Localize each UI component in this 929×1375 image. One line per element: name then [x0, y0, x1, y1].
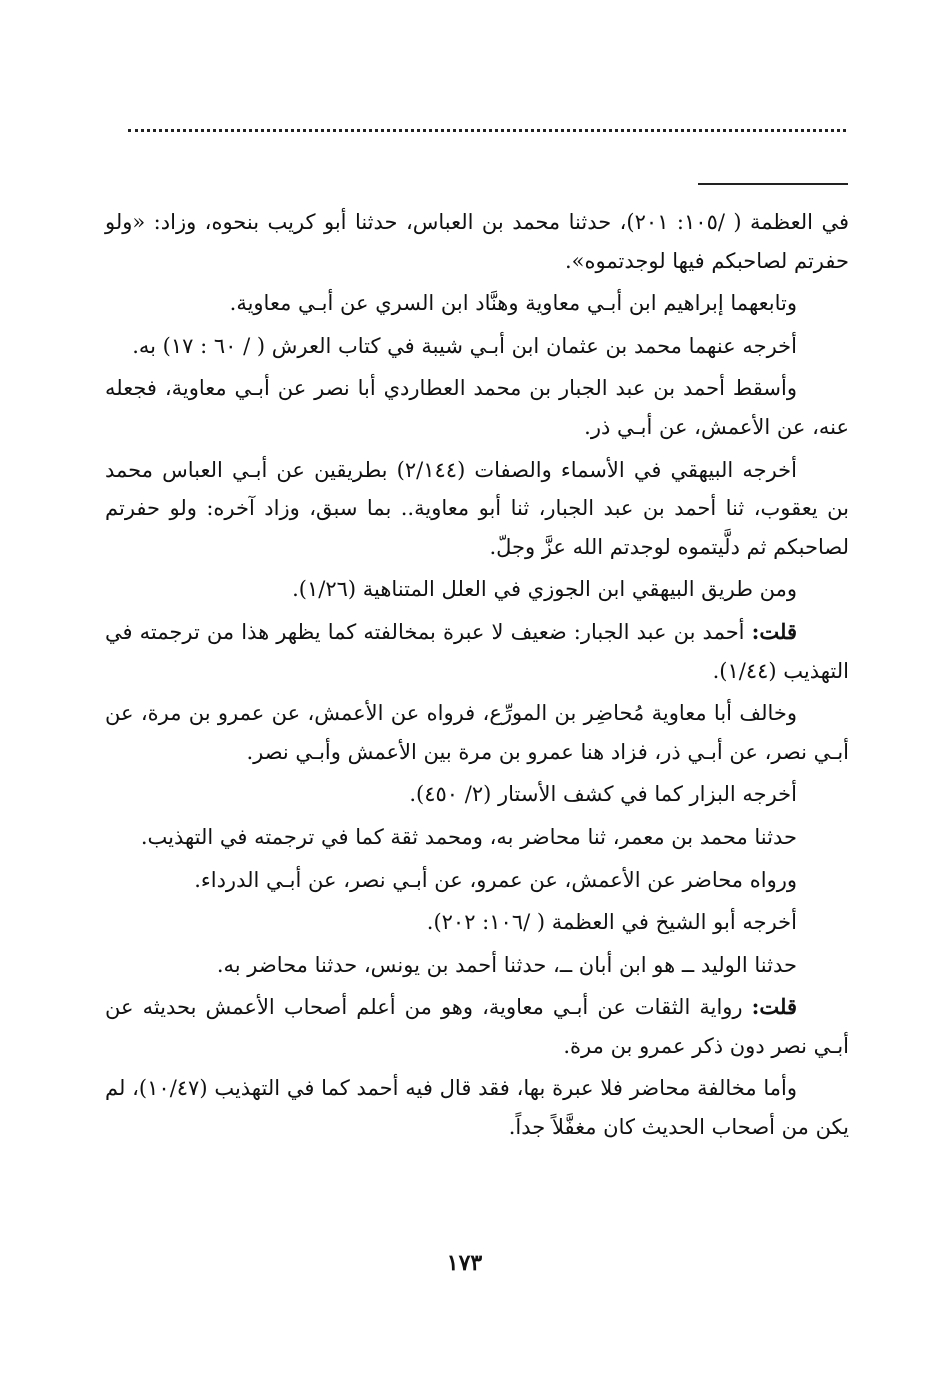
footnote-body	[105, 203, 849, 1151]
paragraph-13	[105, 946, 849, 985]
paragraph-4	[105, 369, 849, 446]
paragraph-text: حدثنا محمد بن معمر، ثنا محاضر به، ومحمد ثقة كما في ترجمته في التهذيب.	[140, 824, 797, 849]
paragraph-text: أخرجه البيهقي في الأسماء والصفات (٢/١٤٤) بطريقين عن أبـي العباس محمد بن يعقوب، ثنا أحمد بن عبد الجبار، ثنا أبو معاوية.. بما سبق، وزاد آخره: ولو حفرتم لصاحبكم ثم دلَّيتموه لوجدتم الله عزَّ وجلّ.	[105, 457, 849, 559]
paragraph-text: حدثنا الوليد ــ هو ابن أبان ــ، حدثنا أحمد بن يونس، حدثنا محاضر به.	[216, 952, 797, 977]
paragraph-6	[105, 570, 849, 609]
paragraph-11	[105, 861, 849, 900]
paragraph-text: أخرجه أبو الشيخ في العظمة ( /١٠٦: ٢٠٢).	[426, 910, 797, 935]
dotted-separator	[128, 129, 846, 132]
footnote-rule	[698, 183, 848, 185]
paragraph-lead: قلت:	[751, 618, 797, 644]
paragraph-1	[105, 203, 849, 280]
paragraph-10	[105, 818, 849, 857]
paragraph-text: وأسقط أحمد بن عبد الجبار بن محمد العطاردي أبا نصر عن أبـي معاوية، فجعله عنه، عن الأعمش، عن أبـي ذر.	[105, 376, 849, 439]
paragraph-2	[105, 284, 849, 323]
page-number: ١٧٣	[446, 1250, 483, 1276]
paragraph-15	[105, 1069, 849, 1146]
paragraph-text: في العظمة ( /١٠٥: ٢٠١)، حدثنا محمد بن العباس، حدثنا أبو كريب بنحوه، وزاد: «ولو حفرتم لصاحبكم فيها لوجدتموه».	[105, 210, 849, 273]
paragraph-text: أخرجه البزار كما في كشف الأستار (٢/ ٤٥٠).	[409, 782, 797, 807]
paragraph-5	[105, 451, 849, 567]
paragraph-9	[105, 775, 849, 814]
paragraph-text: وتابعهما إبراهيم ابن أبـي معاوية وهنَّاد ابن السري عن أبـي معاوية.	[229, 291, 797, 316]
paragraph-text: رواية الثقات عن أبـي معاوية، وهو من أعلم أصحاب الأعمش بحديثه عن أبـي نصر دون ذكر عمرو بن مرة.	[105, 995, 849, 1058]
paragraph-text: أخرجه عنهما محمد بن عثمان ابن أبـي شيبة في كتاب العرش ( / ٦٠ : ١٧) به.	[132, 333, 797, 358]
paragraph-text: ورواه محاضر عن الأعمش، عن عمرو، عن أبـي نصر، عن أبـي الدرداء.	[194, 867, 797, 892]
paragraph-text: وخالف أبا معاوية مُحاضِر بن المورِّع، فرواه عن الأعمش، عن عمرو بن مرة، عن أبـي نصر، عن أبـي ذر، فزاد هنا عمرو بن مرة بين الأعمش وأبـي نصر.	[105, 701, 849, 764]
paragraph-text: وأما مخالفة محاضر فلا عبرة بها، فقد قال فيه أحمد كما في التهذيب (١٠/٤٧)، لم يكن من أصحاب الحديث كان مغفَّلاً جداً.	[105, 1076, 849, 1140]
paragraph-text: أحمد بن عبد الجبار: ضعيف لا عبرة بمخالفته كما يظهر هذا من ترجمته في التهذيب (١/٤٤).	[105, 619, 849, 683]
paragraph-3	[105, 327, 849, 366]
paragraph-lead: قلت:	[751, 994, 797, 1020]
paragraph-8	[105, 694, 849, 771]
paragraph-text: ومن طريق البيهقي ابن الجوزي في العلل المتناهية (١/٢٦).	[292, 577, 797, 602]
paragraph-12	[105, 903, 849, 942]
paragraph-7	[105, 613, 849, 690]
paragraph-14	[105, 988, 849, 1065]
